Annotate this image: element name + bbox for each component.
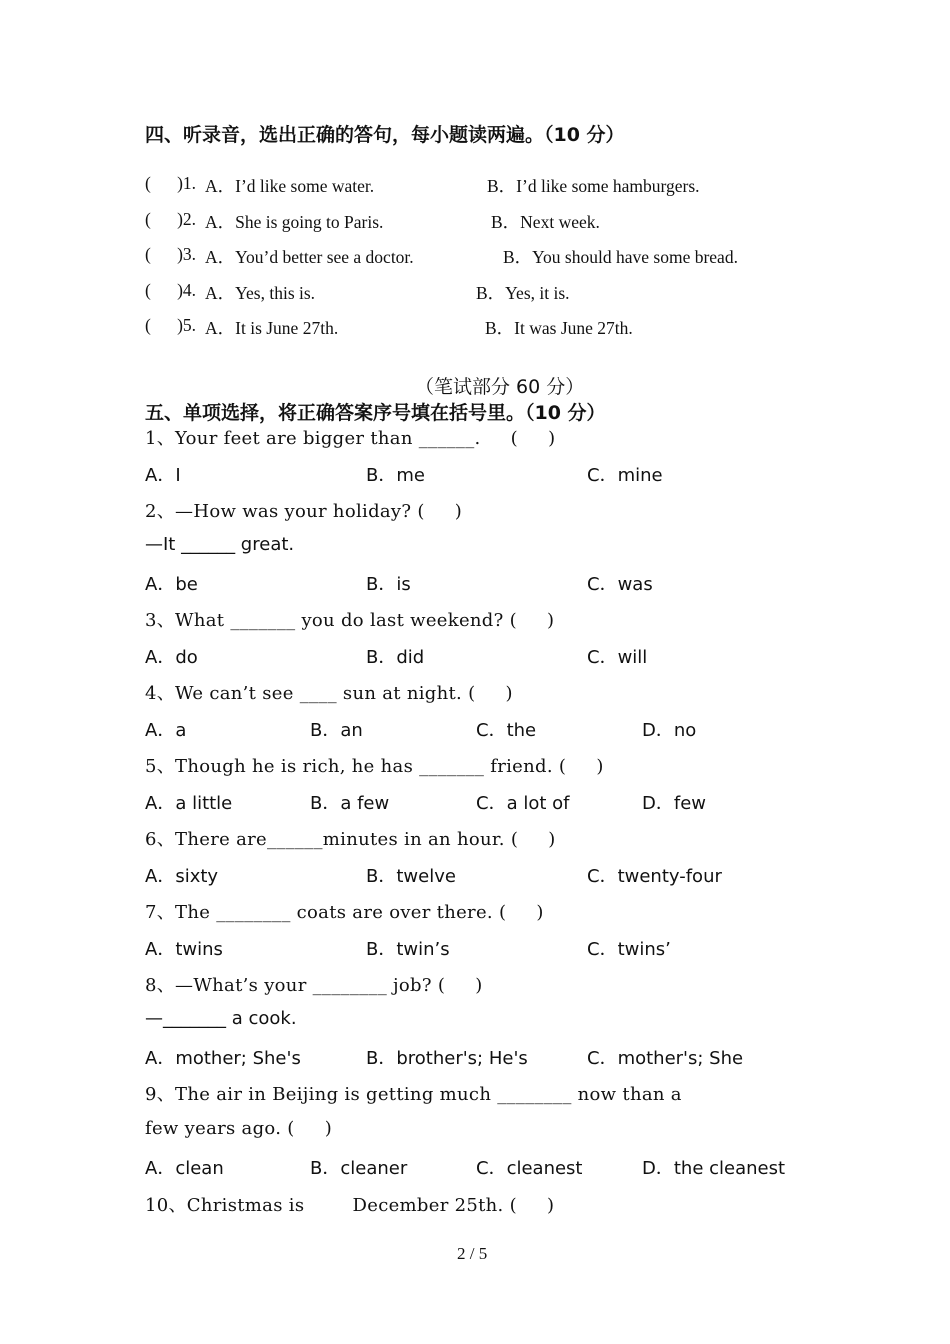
- listening-item-1-number: ( )1.: [145, 173, 197, 193]
- listening-item-3-number: ( )3.: [145, 244, 197, 264]
- listening-item-2-option-b: B．Next week.: [491, 212, 600, 232]
- question-9-option-a: A．clean: [145, 1158, 224, 1179]
- section4-title: 四、听录音，选出正确的答句，每小题读两遍。（10 分）: [145, 124, 625, 146]
- written-part-title: （笔试部分 60 分）: [415, 376, 585, 398]
- question-7-option-c: C．twins’: [587, 939, 671, 960]
- question-4-option-a: A．a: [145, 720, 187, 741]
- question-3-option-b: B．did: [366, 647, 425, 668]
- question-2-option-a: A．be: [145, 574, 198, 595]
- question-3-option-c: C．will: [587, 647, 648, 668]
- question-1-option-c: C．mine: [587, 465, 663, 486]
- question-8: 8、—What’s your ________ job? ( ): [145, 975, 483, 996]
- listening-item-3-option-a: A．You’d better see a doctor.: [205, 247, 414, 267]
- question-8-option-a: A．mother; She's: [145, 1048, 301, 1069]
- question-2-option-c: C．was: [587, 574, 653, 595]
- question-7-option-b: B．twin’s: [366, 939, 450, 960]
- question-3: 3、What _______ you do last weekend? ( ): [145, 610, 555, 631]
- question-7: 7、The ________ coats are over there. ( ): [145, 902, 544, 923]
- listening-item-5-option-a: A．It is June 27th.: [205, 318, 339, 338]
- question-2-answer-line: —It ______ great.: [145, 534, 295, 555]
- listening-item-2-number: ( )2.: [145, 209, 197, 229]
- question-5-option-a: A．a little: [145, 793, 233, 814]
- question-5-option-b: B．a few: [310, 793, 390, 814]
- listening-item-4-option-a: A．Yes, this is.: [205, 283, 316, 303]
- question-2-option-b: B．is: [366, 574, 411, 595]
- question-8-option-b: B．brother's; He's: [366, 1048, 528, 1069]
- question-10: 10、Christmas is December 25th. ( ): [145, 1195, 555, 1216]
- question-4-option-c: C．the: [476, 720, 537, 741]
- question-9: 9、The air in Beijing is getting much ________ now than a: [145, 1084, 682, 1105]
- listening-item-4-number: ( )4.: [145, 280, 197, 300]
- question-1-option-b: B．me: [366, 465, 425, 486]
- question-9-option-b: B．cleaner: [310, 1158, 408, 1179]
- question-3-option-a: A．do: [145, 647, 198, 668]
- question-6-option-c: C．twenty-four: [587, 866, 722, 887]
- question-1-option-a: A．I: [145, 465, 181, 486]
- question-5-option-d: D．few: [642, 793, 706, 814]
- question-8-option-c: C．mother's; She: [587, 1048, 744, 1069]
- question-6-option-a: A．sixty: [145, 866, 219, 887]
- listening-item-5-number: ( )5.: [145, 315, 197, 335]
- question-4-option-b: B．an: [310, 720, 363, 741]
- question-4: 4、We can’t see ____ sun at night. ( ): [145, 683, 513, 704]
- question-7-option-a: A．twins: [145, 939, 223, 960]
- question-6-option-b: B．twelve: [366, 866, 456, 887]
- listening-item-4-option-b: B．Yes, it is.: [476, 283, 570, 303]
- question-6: 6、There are______minutes in an hour. ( ): [145, 829, 556, 850]
- listening-item-1-option-b: B．I’d like some hamburgers.: [487, 176, 700, 196]
- question-5-option-c: C．a lot of: [476, 793, 570, 814]
- question-5: 5、Though he is rich, he has _______ friend. ( ): [145, 756, 604, 777]
- question-9-option-c: C．cleanest: [476, 1158, 583, 1179]
- question-8-answer-line: —_______ a cook.: [145, 1008, 297, 1029]
- question-1: 1、Your feet are bigger than ______. ( ): [145, 428, 556, 449]
- section5-title: 五、单项选择，将正确答案序号填在括号里。（10 分）: [145, 402, 606, 424]
- page-number: 2 / 5: [457, 1244, 488, 1263]
- question-9-continued: few years ago. ( ): [145, 1118, 333, 1139]
- question-4-option-d: D．no: [642, 720, 697, 741]
- listening-item-2-option-a: A．She is going to Paris.: [205, 212, 384, 232]
- listening-item-5-option-b: B．It was June 27th.: [485, 318, 633, 338]
- question-2: 2、—How was your holiday? ( ): [145, 501, 463, 522]
- question-9-option-d: D．the cleanest: [642, 1158, 786, 1179]
- listening-item-1-option-a: A．I’d like some water.: [205, 176, 375, 196]
- listening-item-3-option-b: B．You should have some bread.: [503, 247, 738, 267]
